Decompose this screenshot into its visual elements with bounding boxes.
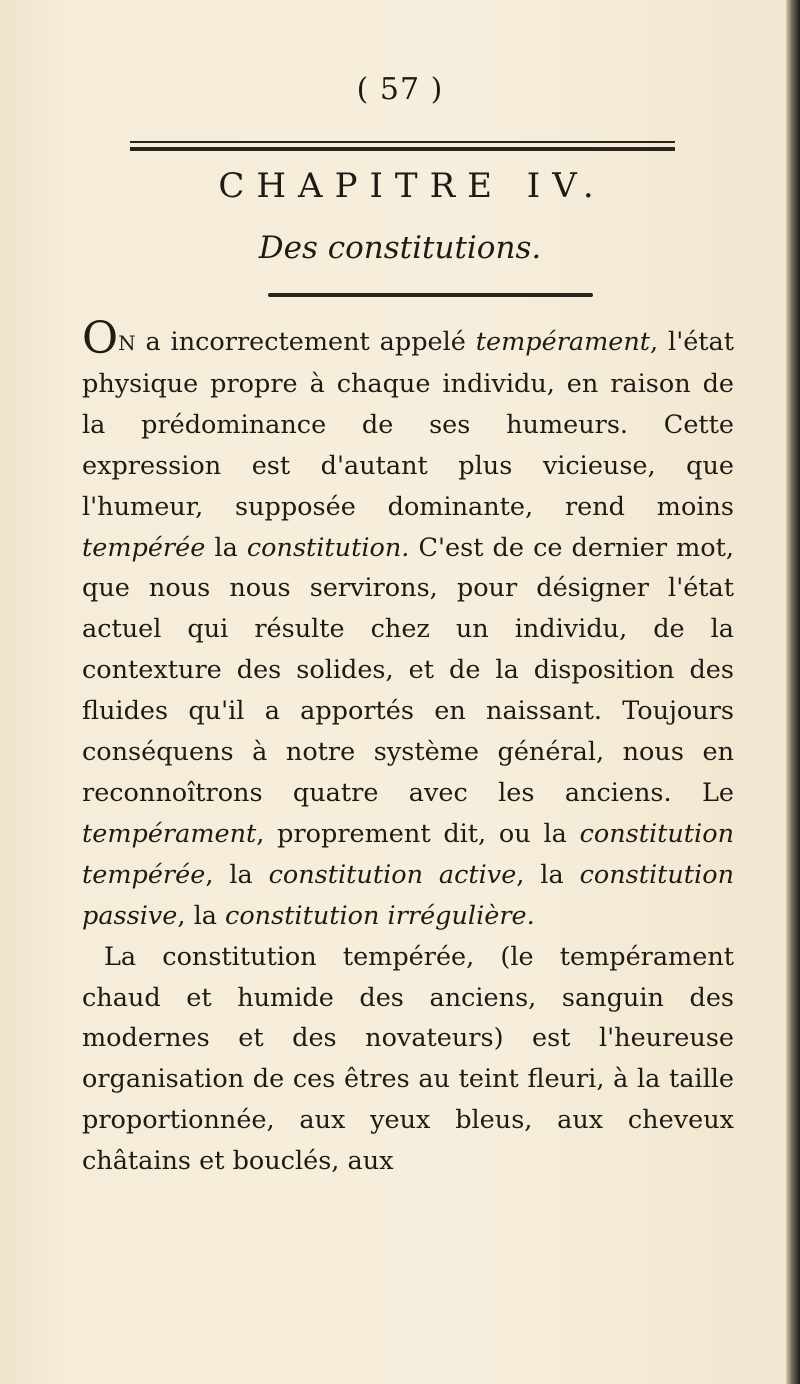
italic-term: constitution tempérée xyxy=(82,818,734,890)
text-run: , proprement dit, ou la xyxy=(256,818,580,849)
page-edge-shadow xyxy=(786,0,800,1384)
italic-term: constitution active xyxy=(268,859,517,890)
italic-term: constitution irrégulière. xyxy=(225,900,535,931)
body-text xyxy=(82,313,735,1182)
italic-term: constitution. xyxy=(246,532,410,563)
page-number: ( 57 ) xyxy=(356,72,444,107)
italic-term: constitution passive xyxy=(82,859,734,931)
italic-term: tempérée xyxy=(82,532,206,563)
chapter-subtitle: Des constitutions. xyxy=(258,230,542,266)
text-run: , la xyxy=(516,859,580,890)
paragraph-1 xyxy=(82,313,735,937)
thin-rule xyxy=(130,141,675,143)
paragraph-2: La constitution tempérée, (le tempérament chaud et humide des anciens, sanguin des modernes et des novateurs) est l'heureuse organisation de ces êtres au teint fleuri, à la taille proportionnée, aux yeux bleus, aux cheveux châtains et bouclés, aux xyxy=(82,941,734,1177)
chapter-title: CHAPITRE IV. xyxy=(218,166,606,206)
text-run: , l'état physique propre à chaque individu, en raison de la prédominance de ses humeurs. Cette expression est d'autant plus vicieuse, que l'humeur, supposée dominante, rend moins xyxy=(82,327,734,522)
text-run: , la xyxy=(205,859,269,890)
text-run: a incorrectement appelé xyxy=(135,327,476,357)
drop-cap: O xyxy=(82,313,119,364)
small-caps-letter: N xyxy=(118,331,136,355)
italic-term: tempérament xyxy=(475,327,651,357)
header-double-rule xyxy=(130,141,675,151)
separator-rule xyxy=(268,293,593,297)
thick-rule xyxy=(130,147,675,151)
text-run: la xyxy=(205,532,247,563)
text-run: C'est de ce dernier mot, que nous nous servirons, pour désigner l'état actuel qui résulte chez un individu, de la contexture des solides, et de la disposition des fluides qu'il a apportés en naissant. Toujours conséquens à notre système général, nous en reconnoîtrons quatre avec les anciens. Le xyxy=(82,532,735,808)
italic-term: tempérament xyxy=(82,818,257,849)
text-run: , la xyxy=(177,900,226,931)
